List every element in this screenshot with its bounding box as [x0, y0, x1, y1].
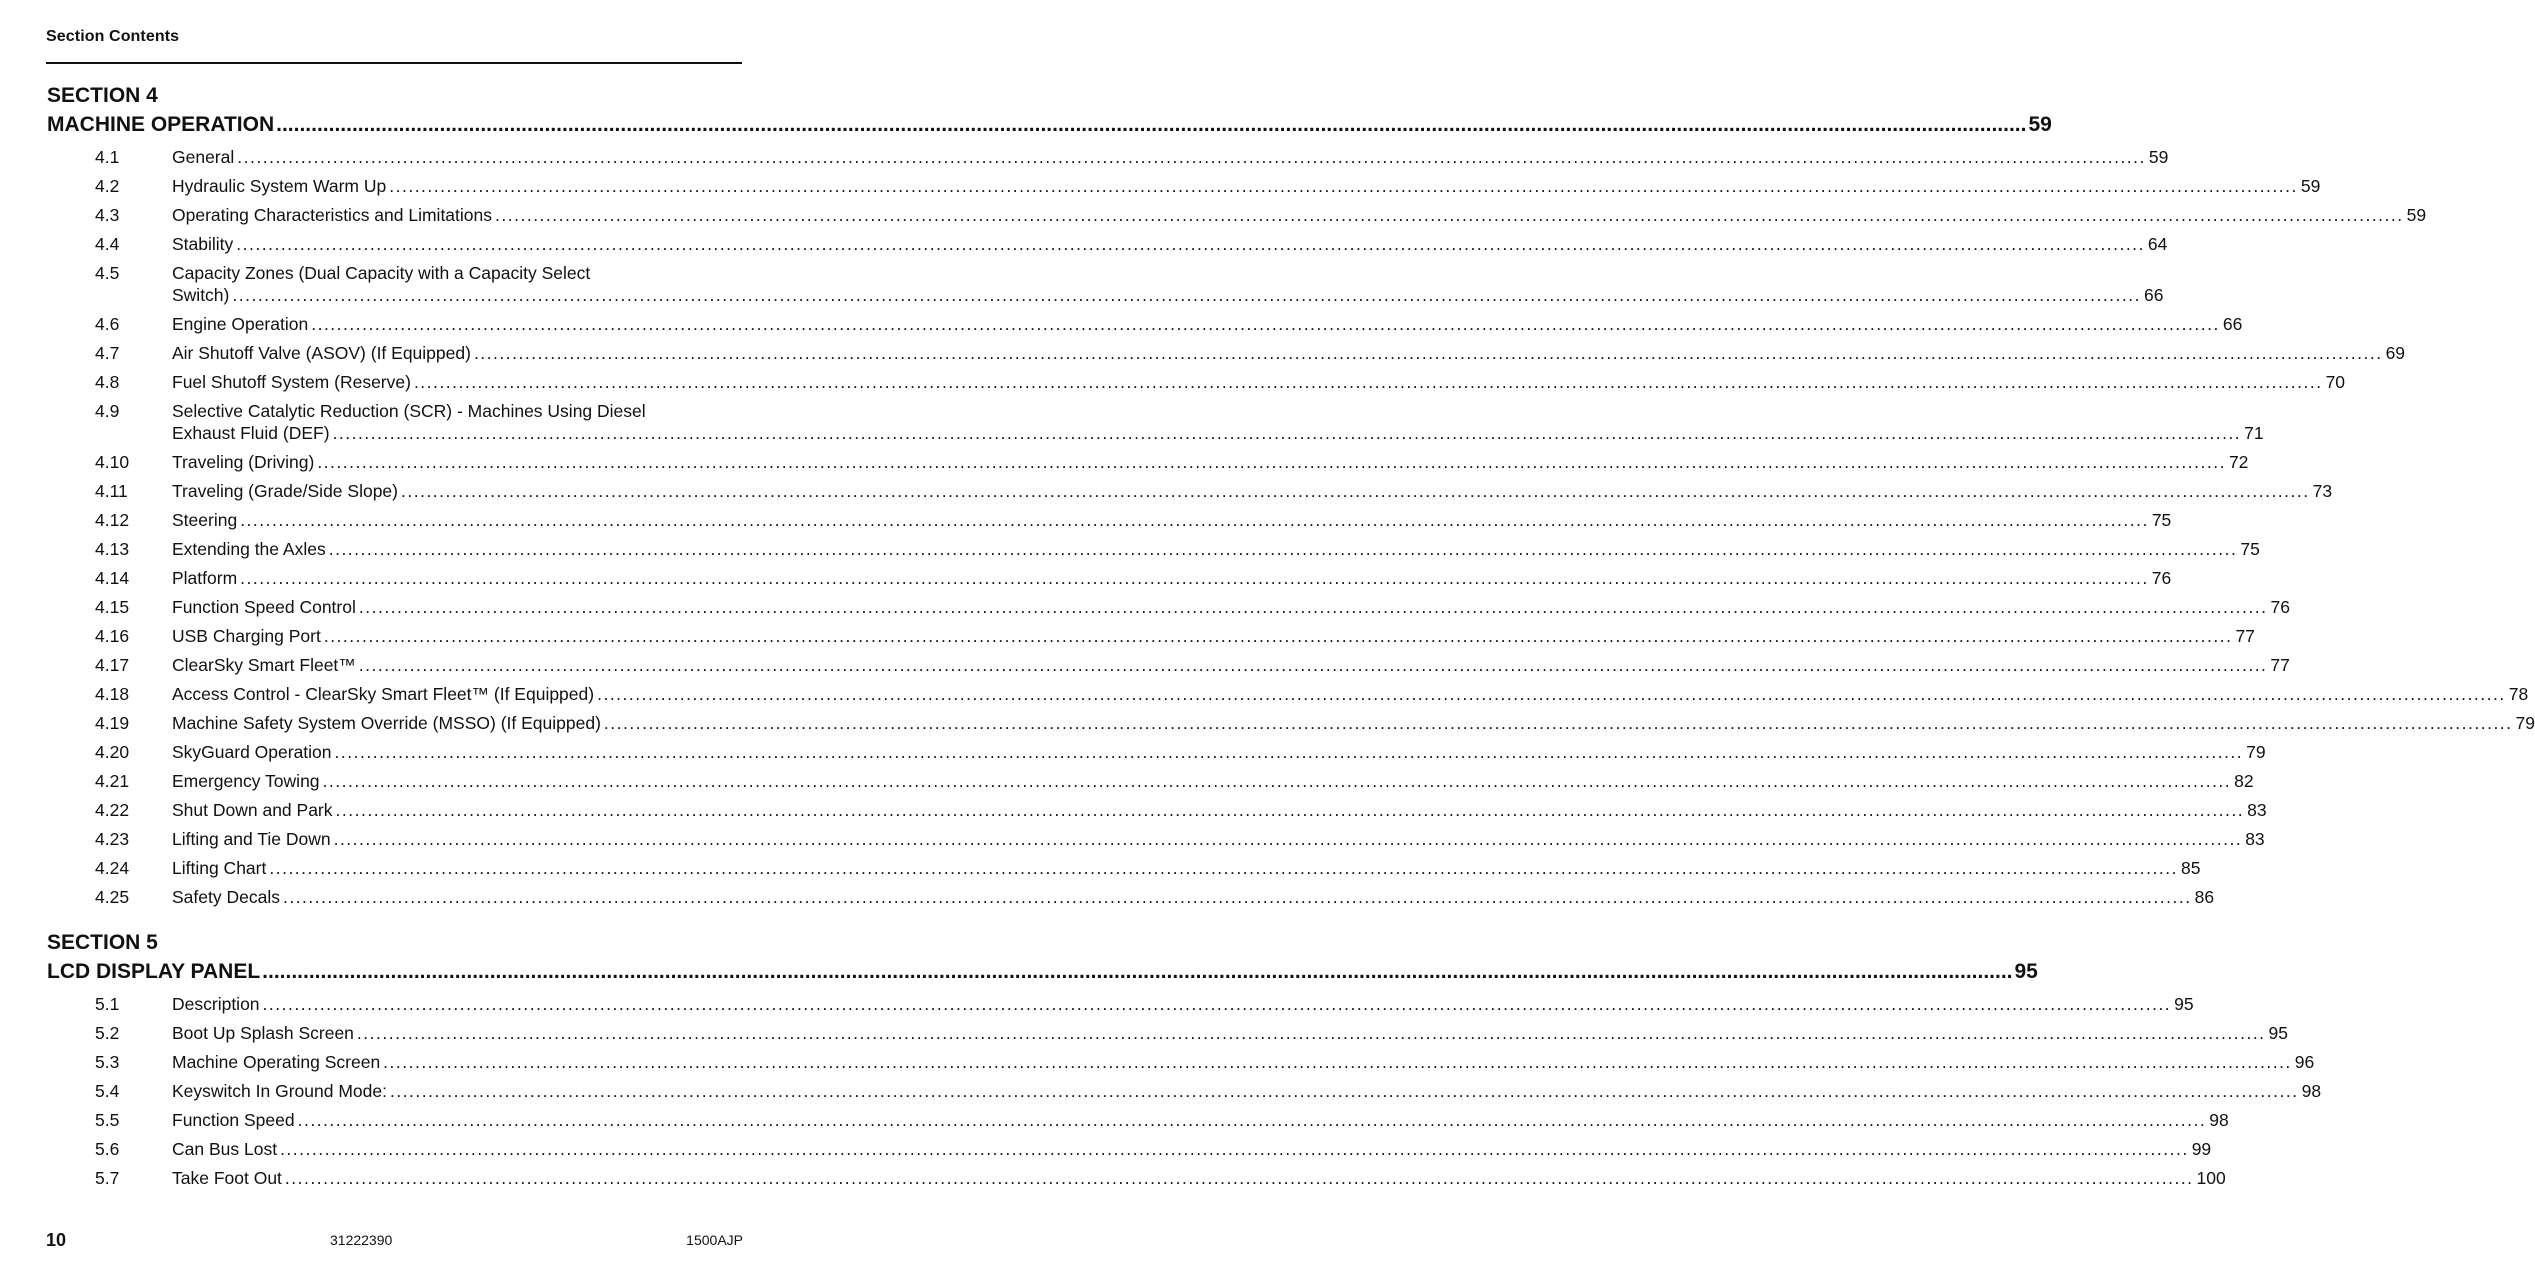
- entry-title: Hydraulic System Warm Up: [172, 176, 387, 196]
- entry-line: [172, 799, 2267, 821]
- entry-page-number: 95: [2268, 1023, 2289, 1043]
- entry-line: [172, 683, 2528, 705]
- toc-entry[interactable]: [47, 233, 2168, 255]
- dot-leader: ............................................................................................................................................................................................................................................................................................................: [473, 343, 2383, 363]
- entry-title: Traveling (Driving): [172, 452, 315, 472]
- entry-line: [172, 175, 2320, 197]
- dot-leader: ............................................................................................................................................................................................................................................................................................................: [332, 423, 2242, 443]
- entry-number: 4.12: [95, 510, 130, 530]
- entry-line: [172, 1138, 2211, 1160]
- entry-number: 4.17: [95, 655, 130, 675]
- entry-line: [172, 1167, 2226, 1189]
- entry-page-number: 98: [2301, 1081, 2322, 1101]
- entry-title: USB Charging Port: [172, 626, 321, 646]
- entry-line: [172, 422, 2264, 444]
- entry-line: [172, 567, 2171, 589]
- section-title: LCD DISPLAY PANEL: [47, 960, 261, 983]
- page-header: Section Contents: [46, 28, 180, 45]
- toc-section: [47, 929, 2322, 1189]
- entry-title: Capacity Zones (Dual Capacity with a Capacity Select: [172, 263, 591, 283]
- entry-body: [172, 1080, 2321, 1102]
- entry-body: [172, 175, 2320, 197]
- entry-line: [172, 146, 2168, 168]
- dot-leader: ............................................................................................................................................................................................................................................................................................................: [495, 205, 2404, 225]
- toc-entry[interactable]: [47, 993, 2194, 1015]
- dot-leader: ............................................................................................................................................................................................................................................................................................................: [597, 684, 2506, 704]
- toc-entry[interactable]: [47, 1051, 2315, 1073]
- entry-body: [172, 480, 2332, 502]
- entry-title: Traveling (Grade/Side Slope): [172, 481, 398, 501]
- entry-title: Stability: [172, 234, 234, 254]
- dot-leader: ............................................................................................................................................................................................................................................................................................................: [401, 481, 2310, 501]
- entry-number: 4.24: [95, 858, 130, 878]
- entry-page-number: 69: [2385, 343, 2406, 363]
- entry-page-number: 71: [2244, 423, 2264, 443]
- toc-entry[interactable]: [47, 1022, 2289, 1044]
- entry-title: Safety Decals: [172, 887, 280, 907]
- entry-body: [172, 204, 2426, 226]
- toc-entry[interactable]: [47, 451, 2249, 473]
- toc-entry[interactable]: [47, 538, 2260, 560]
- entry-body: [172, 857, 2200, 879]
- entry-body: [172, 567, 2171, 589]
- toc-entry[interactable]: [47, 799, 2267, 821]
- entry-title: Fuel Shutoff System (Reserve): [172, 372, 411, 392]
- dot-leader: ............................................................................................................................................................................................................................................................................................................: [383, 1052, 2292, 1072]
- dot-leader: ............................................................................................................................................................................................................................................................................................................: [413, 372, 2323, 392]
- entry-number: 5.6: [95, 1139, 120, 1159]
- entry-line: [172, 741, 2266, 763]
- entry-body: [172, 1167, 2226, 1189]
- entry-line: [172, 596, 2290, 618]
- entry-line: [172, 342, 2405, 364]
- toc-entry[interactable]: [47, 204, 2427, 226]
- entry-page-number: 72: [2228, 452, 2249, 472]
- toc-entry[interactable]: [47, 1138, 2212, 1160]
- section-label: SECTION 4: [47, 84, 158, 107]
- dot-leader: ............................................................................................................................................................................................................................................................................................................: [276, 113, 2027, 136]
- header-rule: [46, 62, 742, 64]
- entry-title: Function Speed: [172, 1110, 295, 1130]
- toc-entry[interactable]: [47, 400, 2264, 444]
- entry-title: Lifting and Tie Down: [172, 829, 331, 849]
- entry-line: [172, 886, 2214, 908]
- entry-title: Engine Operation: [172, 314, 309, 334]
- entry-body: [172, 262, 2163, 306]
- section-page-number: 95: [2014, 960, 2038, 983]
- toc-entry[interactable]: [47, 1080, 2322, 1102]
- entry-number: 4.8: [95, 372, 120, 392]
- footer-page-number: 10: [46, 1230, 67, 1250]
- dot-leader: ............................................................................................................................................................................................................................................................................................................: [334, 742, 2244, 762]
- entry-line: [172, 509, 2171, 531]
- toc-entry[interactable]: [47, 741, 2266, 763]
- section-label: SECTION 5: [47, 931, 158, 954]
- dot-leader: ............................................................................................................................................................................................................................................................................................................: [335, 800, 2245, 820]
- entry-title: Take Foot Out: [172, 1168, 282, 1188]
- entry-page-number: 73: [2312, 481, 2333, 501]
- dot-leader: ............................................................................................................................................................................................................................................................................................................: [356, 1023, 2266, 1043]
- entry-body: [172, 313, 2242, 335]
- entry-page-number: 86: [2194, 887, 2215, 907]
- dot-leader: ............................................................................................................................................................................................................................................................................................................: [262, 994, 2172, 1014]
- entry-line: [172, 284, 2163, 306]
- entry-number: 4.4: [95, 234, 120, 254]
- entry-line: [172, 400, 2264, 422]
- entry-body: [172, 400, 2264, 444]
- entry-body: [172, 712, 2535, 734]
- entry-title: Platform: [172, 568, 238, 588]
- entry-number: 5.1: [95, 994, 120, 1014]
- entry-title: Shut Down and Park: [172, 800, 333, 820]
- entry-body: [172, 371, 2345, 393]
- dot-leader: ............................................................................................................................................................................................................................................................................................................: [389, 1081, 2299, 1101]
- entry-line: [172, 451, 2248, 473]
- entry-number: 4.1: [95, 147, 120, 167]
- entry-body: [172, 741, 2266, 763]
- entry-page-number: 75: [2240, 539, 2260, 559]
- entry-number: 4.9: [95, 401, 120, 421]
- entry-title: Switch): [172, 285, 230, 305]
- entry-page-number: 77: [2235, 626, 2255, 646]
- dot-leader: ............................................................................................................................................................................................................................................................................................................: [262, 960, 2013, 983]
- toc-entry[interactable]: [47, 480, 2333, 502]
- entry-line: [172, 262, 2163, 284]
- entry-line: [172, 1080, 2321, 1102]
- toc-entry[interactable]: [47, 342, 2406, 364]
- entry-title: Lifting Chart: [172, 858, 267, 878]
- toc-entry[interactable]: [47, 567, 2172, 589]
- entry-page-number: 59: [2148, 147, 2169, 167]
- entry-page-number: 77: [2270, 655, 2290, 675]
- entry-number: 4.15: [95, 597, 130, 617]
- entry-number: 4.22: [95, 800, 130, 820]
- dot-leader: ............................................................................................................................................................................................................................................................................................................: [603, 713, 2513, 733]
- entry-body: [172, 683, 2528, 705]
- toc-entries: [47, 146, 2535, 908]
- entry-page-number: 76: [2151, 568, 2172, 588]
- entry-number: 4.11: [95, 481, 128, 501]
- entry-body: [172, 509, 2171, 531]
- toc-entries: [47, 993, 2322, 1189]
- toc-section: [47, 82, 2535, 908]
- entry-page-number: 96: [2294, 1052, 2315, 1072]
- toc-entry[interactable]: [47, 712, 2535, 734]
- entry-number: 4.16: [95, 626, 130, 646]
- toc-entry[interactable]: [47, 770, 2254, 792]
- section-title-row[interactable]: [47, 957, 2038, 987]
- entry-page-number: 66: [2144, 285, 2164, 305]
- entry-title: General: [172, 147, 235, 167]
- entry-title: Access Control - ClearSky Smart Fleet™ (If Equipped): [172, 684, 595, 704]
- entry-line: [172, 233, 2167, 255]
- footer-doc-number: 31222390: [330, 1232, 393, 1248]
- entry-line: [172, 1022, 2288, 1044]
- dot-leader: ............................................................................................................................................................................................................................................................................................................: [282, 887, 2192, 907]
- entry-line: [172, 654, 2290, 676]
- entry-page-number: 83: [2247, 800, 2267, 820]
- entry-body: [172, 1109, 2229, 1131]
- entry-title: Can Bus Lost: [172, 1139, 278, 1159]
- dot-leader: ............................................................................................................................................................................................................................................................................................................: [358, 597, 2268, 617]
- toc-entry[interactable]: [47, 1109, 2229, 1131]
- entry-line: [172, 770, 2254, 792]
- toc-entry[interactable]: [47, 371, 2346, 393]
- entry-line: [172, 857, 2200, 879]
- entry-number: 4.2: [95, 176, 120, 196]
- entry-title: Description: [172, 994, 260, 1014]
- entry-page-number: 79: [2246, 742, 2266, 762]
- dot-leader: ............................................................................................................................................................................................................................................................................................................: [333, 829, 2243, 849]
- dot-leader: ............................................................................................................................................................................................................................................................................................................: [237, 147, 2146, 167]
- entry-number: 4.7: [95, 343, 120, 363]
- dot-leader: ............................................................................................................................................................................................................................................................................................................: [389, 176, 2298, 196]
- entry-page-number: 82: [2234, 771, 2254, 791]
- entry-number: 5.5: [95, 1110, 120, 1130]
- dot-leader: ............................................................................................................................................................................................................................................................................................................: [297, 1110, 2207, 1130]
- section-title: MACHINE OPERATION: [47, 113, 275, 136]
- entry-title: Extending the Axles: [172, 539, 326, 559]
- entry-body: [172, 538, 2260, 560]
- entry-title: ClearSky Smart Fleet™: [172, 655, 356, 675]
- entry-body: [172, 451, 2248, 473]
- entry-page-number: 59: [2406, 205, 2427, 225]
- dot-leader: ............................................................................................................................................................................................................................................................................................................: [284, 1168, 2194, 1188]
- toc-entry[interactable]: [47, 625, 2255, 647]
- section-title-row[interactable]: [47, 110, 2052, 140]
- entry-page-number: 98: [2209, 1110, 2229, 1130]
- entry-body: [172, 654, 2290, 676]
- entry-body: [172, 1051, 2314, 1073]
- entry-number: 4.5: [95, 263, 120, 283]
- entry-line: [172, 480, 2332, 502]
- entry-page-number: 95: [2174, 994, 2194, 1014]
- entry-number: 5.4: [95, 1081, 120, 1101]
- dot-leader: ............................................................................................................................................................................................................................................................................................................: [240, 510, 2149, 530]
- entry-number: 4.18: [95, 684, 130, 704]
- entry-title: Machine Safety System Override (MSSO) (If Equipped): [172, 713, 601, 733]
- entry-line: [172, 371, 2345, 393]
- entry-line: [172, 625, 2255, 647]
- toc-entry[interactable]: [47, 313, 2243, 335]
- entry-title: Machine Operating Screen: [172, 1052, 381, 1072]
- toc-entry[interactable]: [47, 175, 2321, 197]
- section-gap: [47, 915, 742, 929]
- entry-line: [172, 1109, 2229, 1131]
- entry-number: 4.25: [95, 887, 130, 907]
- entry-line: [172, 712, 2535, 734]
- entry-number: 4.19: [95, 713, 130, 733]
- entry-page-number: 76: [2270, 597, 2290, 617]
- dot-leader: ............................................................................................................................................................................................................................................................................................................: [232, 285, 2141, 305]
- entry-body: [172, 233, 2167, 255]
- entry-number: 4.21: [95, 771, 130, 791]
- entry-number: 5.2: [95, 1023, 120, 1043]
- entry-title: Operating Characteristics and Limitations: [172, 205, 493, 225]
- toc-entry[interactable]: [47, 596, 2290, 618]
- entry-line: [172, 204, 2426, 226]
- entry-body: [172, 993, 2194, 1015]
- entry-number: 5.3: [95, 1052, 120, 1072]
- entry-title: Steering: [172, 510, 238, 530]
- dot-leader: ............................................................................................................................................................................................................................................................................................................: [236, 234, 2145, 254]
- entry-page-number: 75: [2151, 510, 2172, 530]
- entry-body: [172, 886, 2214, 908]
- entry-number: 4.13: [95, 539, 130, 559]
- entry-page-number: 59: [2300, 176, 2321, 196]
- entry-number: 4.14: [95, 568, 130, 588]
- entry-number: 4.3: [95, 205, 120, 225]
- toc-entry[interactable]: [47, 857, 2201, 879]
- entry-body: [172, 1022, 2288, 1044]
- entry-title: Selective Catalytic Reduction (SCR) - Machines Using Diesel: [172, 401, 646, 421]
- dot-leader: ............................................................................................................................................................................................................................................................................................................: [322, 771, 2232, 791]
- dot-leader: ............................................................................................................................................................................................................................................................................................................: [280, 1139, 2189, 1159]
- entry-page-number: 79: [2515, 713, 2535, 733]
- dot-leader: ............................................................................................................................................................................................................................................................................................................: [311, 314, 2220, 334]
- toc-entry[interactable]: [47, 146, 2169, 168]
- toc-entry[interactable]: [47, 683, 2529, 705]
- entry-page-number: 64: [2147, 234, 2168, 254]
- entry-number: 4.6: [95, 314, 120, 334]
- entry-title: SkyGuard Operation: [172, 742, 332, 762]
- toc-entry[interactable]: [47, 828, 2265, 850]
- entry-page-number: 99: [2191, 1139, 2212, 1159]
- dot-leader: ............................................................................................................................................................................................................................................................................................................: [240, 568, 2149, 588]
- entry-page-number: 70: [2325, 372, 2346, 392]
- toc-entry[interactable]: [47, 262, 2164, 306]
- entry-page-number: 66: [2222, 314, 2243, 334]
- entry-number: 4.23: [95, 829, 130, 849]
- toc-content: [47, 82, 2535, 1196]
- entry-body: [172, 828, 2265, 850]
- entry-page-number: 85: [2180, 858, 2201, 878]
- dot-leader: ............................................................................................................................................................................................................................................................................................................: [328, 539, 2238, 559]
- dot-leader: ............................................................................................................................................................................................................................................................................................................: [269, 858, 2178, 878]
- entry-line: [172, 313, 2242, 335]
- entry-line: [172, 828, 2265, 850]
- entry-body: [172, 146, 2168, 168]
- entry-page-number: 100: [2196, 1168, 2226, 1188]
- entry-title: Boot Up Splash Screen: [172, 1023, 354, 1043]
- toc-entry[interactable]: [47, 654, 2290, 676]
- entry-body: [172, 770, 2254, 792]
- dot-leader: ............................................................................................................................................................................................................................................................................................................: [323, 626, 2233, 646]
- entry-line: [172, 993, 2194, 1015]
- entry-title: Function Speed Control: [172, 597, 356, 617]
- section-page-number: 59: [2028, 113, 2052, 136]
- dot-leader: ............................................................................................................................................................................................................................................................................................................: [358, 655, 2268, 675]
- entry-title: Air Shutoff Valve (ASOV) (If Equipped): [172, 343, 471, 363]
- entry-body: [172, 342, 2405, 364]
- entry-page-number: 78: [2508, 684, 2529, 704]
- entry-page-number: 83: [2245, 829, 2265, 849]
- toc-entry[interactable]: [47, 886, 2215, 908]
- toc-entry[interactable]: [47, 1167, 2226, 1189]
- dot-leader: ............................................................................................................................................................................................................................................................................................................: [317, 452, 2226, 472]
- entry-number: 4.10: [95, 452, 130, 472]
- toc-entry[interactable]: [47, 509, 2172, 531]
- entry-body: [172, 596, 2290, 618]
- entry-title: Emergency Towing: [172, 771, 320, 791]
- entry-body: [172, 799, 2267, 821]
- entry-number: 4.20: [95, 742, 130, 762]
- entry-line: [172, 1051, 2314, 1073]
- entry-title: Exhaust Fluid (DEF): [172, 423, 330, 443]
- footer-model: 1500AJP: [686, 1232, 743, 1248]
- entry-title: Keyswitch In Ground Mode:: [172, 1081, 387, 1101]
- entry-body: [172, 1138, 2211, 1160]
- entry-body: [172, 625, 2255, 647]
- entry-number: 5.7: [95, 1168, 120, 1188]
- entry-line: [172, 538, 2260, 560]
